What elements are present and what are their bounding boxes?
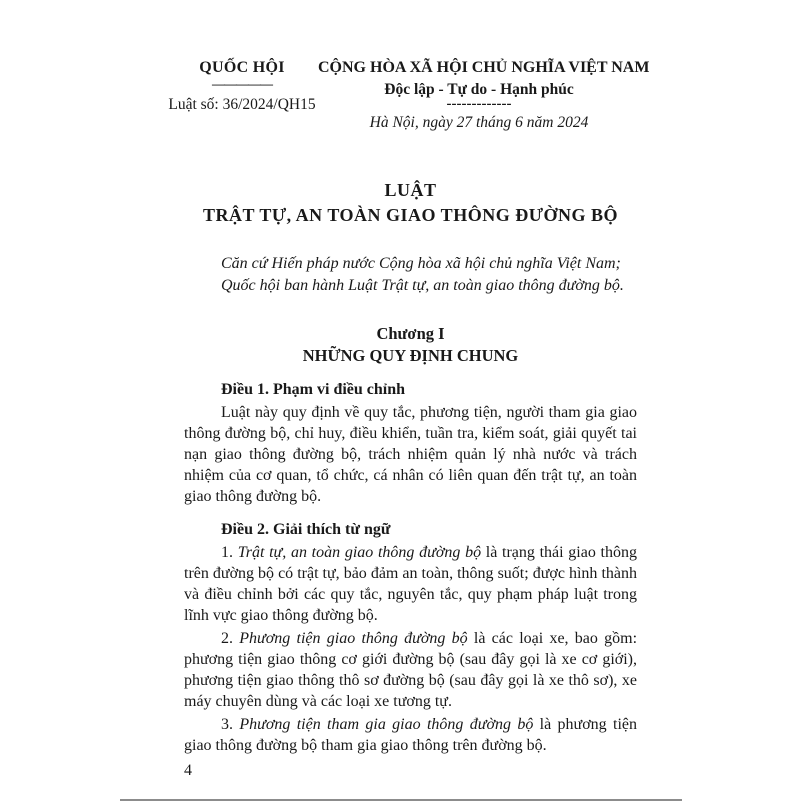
article-paragraph	[184, 628, 637, 712]
law-title-name: TRẬT TỰ, AN TOÀN GIAO THÔNG ĐƯỜNG BỘ	[202, 205, 619, 225]
preamble-line: Căn cứ Hiến pháp nước Cộng hòa xã hội chủ nghĩa Việt Nam;	[221, 255, 621, 272]
motto-divider: -------------	[446, 96, 512, 112]
paragraph-text: là các loại xe, bao gồm: phương tiện giao thông cơ giới đường bộ (sau đây gọi là xe cơ giới), phương tiện giao thông thô sơ đường bộ (sau đây gọi là xe thô sơ), xe máy chuyên dùng và các loại xe tương tự.	[184, 630, 638, 710]
date-line: Hà Nội, ngày 27 tháng 6 năm 2024	[369, 114, 589, 131]
paragraph-text: là trạng thái giao thông trên đường bộ có trật tự, bảo đảm an toàn, thông suốt; được hình thành và điều chỉnh bởi các quy tắc, nguyên tắc, quy phạm pháp luật trong lĩnh vực giao thông đường bộ.	[184, 544, 637, 624]
defined-term: Phương tiện tham gia giao thông đường bộ	[239, 716, 534, 733]
law-number: Luật số: 36/2024/QH15	[168, 96, 316, 113]
paragraph-text: Luật này quy định về quy tắc, phương tiện, người tham gia giao thông đường bộ, chỉ huy, điều khiển, tuần tra, kiểm soát, giải quyết tai nạn giao thông đường bộ, trách nhiệm quản lý nhà nước và trách nhiệm của cơ quan, tổ chức, cá nhân có liên quan đến trật tự, an toàn giao thông đường bộ.	[184, 404, 637, 505]
national-motto: Độc lập - Tự do - Hạnh phúc	[384, 81, 574, 98]
national-header-block	[318, 58, 650, 132]
defined-term: Phương tiện giao thông đường bộ	[239, 630, 468, 647]
paragraph-text: 1.	[221, 544, 238, 561]
chapter-label: Chương I	[376, 324, 445, 343]
paragraph-text: 3.	[221, 716, 240, 733]
document-body	[184, 178, 637, 781]
page-number: 4	[184, 762, 192, 779]
paragraph-text: 2.	[221, 630, 240, 647]
defined-term: Trật tự, an toàn giao thông đường bộ	[237, 544, 482, 561]
paragraph-text: là phương tiện giao thông đường bộ tham gia giao thông trên đường bộ.	[184, 716, 638, 754]
authority-divider: —————	[212, 76, 272, 91]
issuing-authority: QUỐC HỘI	[199, 59, 285, 76]
issuing-authority-block	[166, 58, 318, 114]
law-title-word: LUẬT	[384, 180, 437, 200]
footer-divider-line	[120, 799, 682, 801]
chapter-title: NHỮNG QUY ĐỊNH CHUNG	[302, 346, 519, 365]
articles-container	[184, 379, 637, 756]
preamble-line: Quốc hội ban hành Luật Trật tự, an toàn giao thông đường bộ.	[221, 277, 624, 294]
chapter-heading	[184, 323, 637, 367]
preamble	[184, 253, 637, 297]
country-name: CỘNG HÒA XÃ HỘI CHỦ NGHĨA VIỆT NAM	[318, 59, 650, 76]
article-paragraph	[184, 714, 637, 756]
article-paragraph	[184, 542, 637, 626]
article-paragraph	[184, 402, 637, 507]
article-heading: Điều 1. Phạm vi điều chỉnh	[221, 381, 406, 398]
article-heading: Điều 2. Giải thích từ ngữ	[221, 521, 391, 538]
